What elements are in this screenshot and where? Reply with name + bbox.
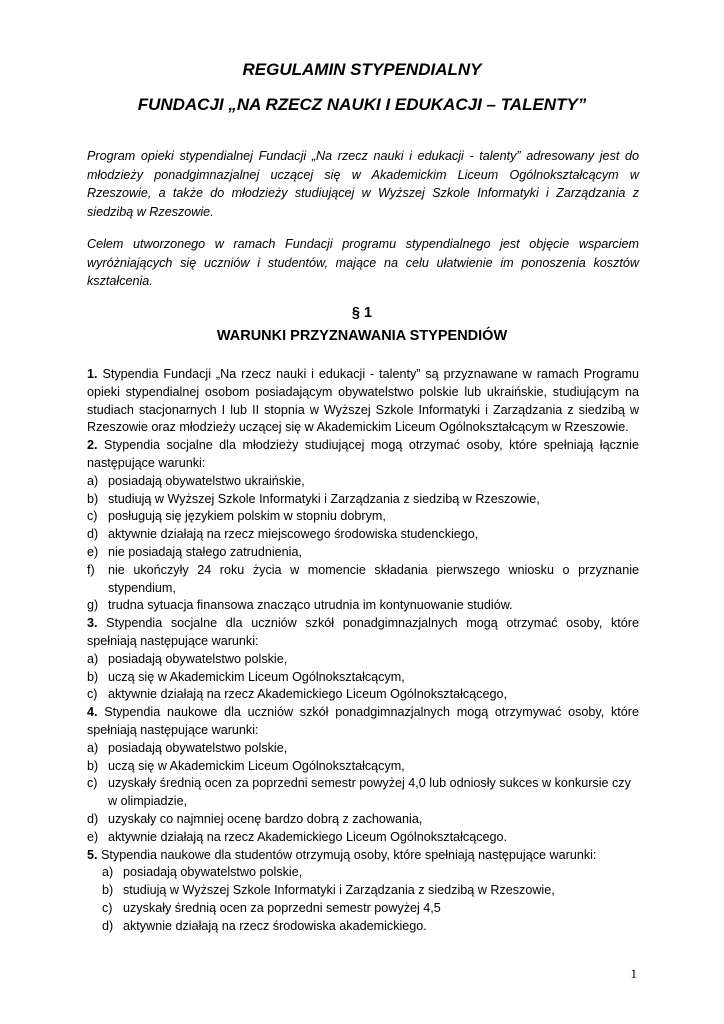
list-item: a) posiadają obywatelstwo polskie, (87, 651, 288, 666)
point-text: Stypendia socjalne dla uczniów szkół ponadgimnazjalnych mogą otrzymać osoby, które spełniają następujące warunki: (87, 616, 639, 648)
point-number: 5. (87, 847, 98, 862)
point-1 (87, 366, 639, 437)
point-text: Stypendia naukowe dla studentów otrzymują osoby, które spełniają następujące warunki: (97, 847, 597, 862)
list-item: c) uzyskały średnią ocen za poprzedni semestr powyżej 4,5 (102, 900, 441, 915)
list-item: d) aktywnie działają na rzecz miejscowego środowiska studenckiego, (87, 527, 479, 542)
point-number: 3. (87, 616, 98, 631)
section-title: WARUNKI PRZYZNAWANIA STYPENDIÓW (216, 328, 508, 344)
list-item: a) posiadają obywatelstwo polskie, (102, 865, 303, 880)
point-text: Stypendia socjalne dla młodzieży studiującej mogą otrzymać osoby, które spełniają łącznie następujące warunki: (87, 438, 639, 470)
intro-paragraph-1: Program opieki stypendialnej Fundacji „Na rzecz nauki i edukacji - talenty” adresowany jest do młodzieży ponadgimnazjalnej uczącej się w Akademickim Liceum Ogólnokształcącym w Rzeszowie, a także do młodzieży studiującej w Wyższej Szkole Informatyki i Zarządzania z siedzibą w Rzeszowie. (87, 149, 639, 219)
point-3 (87, 615, 639, 651)
list-item: b) uczą się w Akademickim Liceum Ogólnokształcącym, (87, 758, 405, 773)
section-number: § 1 (351, 305, 373, 321)
regulations-body (87, 366, 639, 936)
list-item: e) aktywnie działają na rzecz Akademickiego Liceum Ogólnokształcącego. (87, 829, 508, 844)
point-text: Stypendia naukowe dla uczniów szkół ponadgimnazjalnych mogą otrzymywać osoby, które spełniają następujące warunki: (87, 705, 639, 737)
point-text: Stypendia Fundacji „Na rzecz nauki i edukacji - talenty” są przyznawane w ramach Programu opieki stypendialnej osobom posiadającym obywatelstwo polskie lub ukraińskie, studiującym na studiach stacjonarnych I lub II stopnia w Wyższej Szkole Informatyki i Zarządzania z siedzibą w Rzeszowie oraz młodzieży uczącej się w Akademickim Liceum Ogólnokształcącym w Rzeszowie. (87, 367, 639, 435)
list-item: d) uzyskały co najmniej ocenę bardzo dobrą z zachowania, (87, 811, 423, 826)
point-2 (87, 437, 639, 473)
point-4-conditions (87, 740, 639, 847)
list-item: c) uzyskały średnią ocen za poprzedni semestr powyżej 4,0 lub odniosły sukces w konkursie czy w olimpiadzie, (87, 776, 631, 809)
list-item: b) studiują w Wyższej Szkole Informatyki i Zarządzania z siedzibą w Rzeszowie, (87, 491, 540, 506)
point-5 (87, 847, 639, 865)
point-5-conditions (87, 864, 639, 935)
list-item: b) uczą się w Akademickim Liceum Ogólnokształcącym, (87, 669, 405, 684)
list-item: g) trudna sytuacja finansowa znacząco utrudnia im kontynuowanie studiów. (87, 598, 513, 613)
page-number: 1 (630, 966, 637, 981)
point-number: 2. (87, 438, 98, 453)
intro-paragraph-2: Celem utworzonego w ramach Fundacji programu stypendialnego jest objęcie wsparciem wyróżniających się uczniów i studentów, mające na celu ułatwienie im ponoszenia kosztów kształcenia. (87, 237, 639, 288)
list-item: d) aktywnie działają na rzecz środowiska akademickiego. (102, 918, 427, 933)
point-2-conditions (87, 473, 639, 615)
point-3-conditions (87, 651, 639, 704)
point-4 (87, 704, 639, 740)
list-item: c) posługują się językiem polskim w stopniu dobrym, (87, 509, 386, 524)
list-item: b) studiują w Wyższej Szkole Informatyki i Zarządzania z siedzibą w Rzeszowie, (102, 883, 555, 898)
list-item: c) aktywnie działają na rzecz Akademickiego Liceum Ogólnokształcącego, (87, 687, 508, 702)
list-item: a) posiadają obywatelstwo ukraińskie, (87, 473, 305, 488)
document-subtitle: FUNDACJI „NA RZECZ NAUKI I EDUKACJI – TALENTY” (137, 95, 587, 114)
list-item: a) posiadają obywatelstwo polskie, (87, 740, 288, 755)
list-item: f) nie ukończyły 24 roku życia w momencie składania pierwszego wniosku o przyznanie stypendium, (87, 562, 639, 595)
point-number: 4. (87, 705, 98, 720)
point-number: 1. (87, 367, 98, 381)
document-title: REGULAMIN STYPENDIALNY (242, 60, 482, 79)
list-item: e) nie posiadają stałego zatrudnienia, (87, 544, 302, 559)
